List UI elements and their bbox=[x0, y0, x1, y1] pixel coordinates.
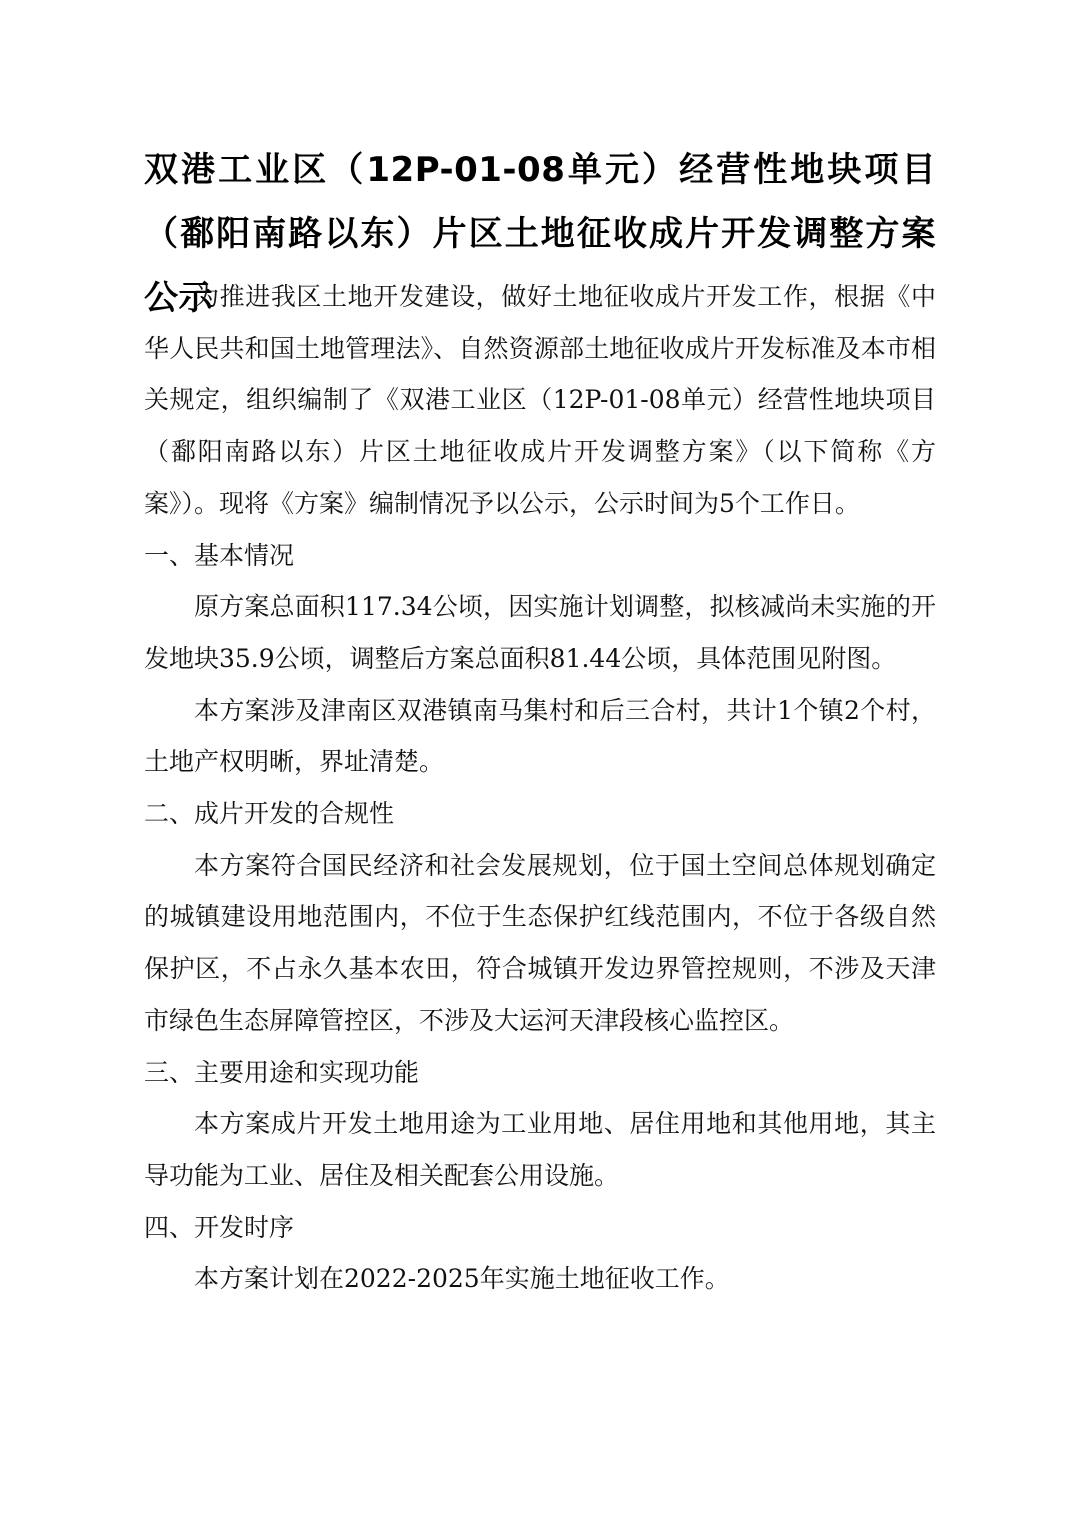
section-heading-compliance: 二、成片开发的合规性 bbox=[144, 799, 395, 829]
section-heading-basic-info: 一、基本情况 bbox=[144, 540, 295, 570]
section-paragraph: 本方案符合国民经济和社会发展规划，位于国土空间总体规划确定的城镇建设用地范围内，不位于生态保护红线范围内，不位于各级自然保护区，不占永久基本农田，符合城镇开发边界管控规则，不涉及天津市绿色生态屏障管控区，不涉及大运河天津段核心监控区。 bbox=[144, 850, 936, 1035]
section-paragraph: 原方案总面积117.34公顷，因实施计划调整，拟核减尚未实施的开发地块35.9公顷，调整后方案总面积81.44公顷，具体范围见附图。 bbox=[144, 592, 936, 673]
document-title: 双港工业区（12P-01-08单元）经营性地块项目（鄱阳南路以东）片区土地征收成片开发调整方案公示 bbox=[144, 150, 936, 318]
intro-paragraph: 为推进我区土地开发建设，做好土地征收成片开发工作，根据《中华人民共和国土地管理法》、自然资源部土地征收成片开发标准及本市相关规定，组织编制了《双港工业区（12P-01-08单元）经营性地块项目（鄱阳南路以东）片区土地征收成片开发调整方案》（以下简称《方案》）。现将《方案》编制情况予以公示，公示时间为5个工作日。 bbox=[144, 282, 936, 518]
section-paragraph: 本方案计划在2022-2025年实施土地征收工作。 bbox=[194, 1264, 730, 1294]
section-heading-schedule: 四、开发时序 bbox=[144, 1212, 295, 1242]
section-paragraph: 本方案成片开发土地用途为工业用地、居住用地和其他用地，其主导功能为工业、居住及相关配套公用设施。 bbox=[144, 1109, 936, 1190]
section-heading-usage: 三、主要用途和实现功能 bbox=[144, 1057, 420, 1087]
section-paragraph: 本方案涉及津南区双港镇南马集村和后三合村，共计1个镇2个村，土地产权明晰，界址清楚。 bbox=[144, 695, 936, 777]
document-body bbox=[144, 271, 936, 1305]
